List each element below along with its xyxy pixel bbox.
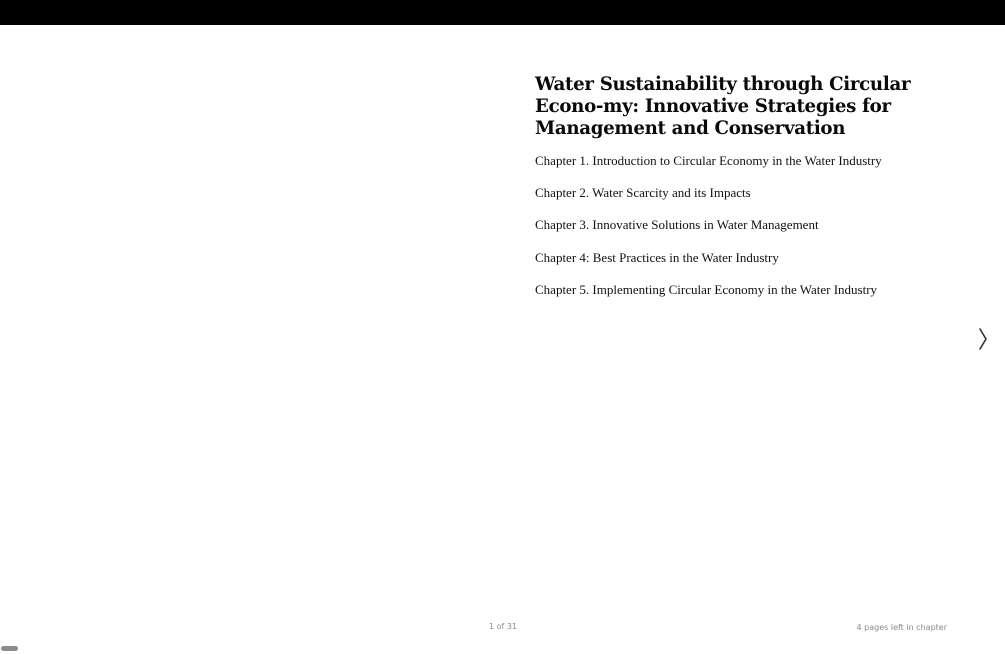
scroll-handle[interactable] <box>1 646 18 651</box>
toc-item-chapter-3[interactable]: Chapter 3. Innovative Solutions in Water Management <box>535 217 819 233</box>
toc-item-chapter-1[interactable]: Chapter 1. Introduction to Circular Economy in the Water Industry <box>535 153 882 168</box>
book-page <box>535 74 955 313</box>
toc-item-chapter-5[interactable]: Chapter 5. Implementing Circular Economy in the Water Industry <box>535 281 878 297</box>
next-page-button[interactable] <box>974 323 992 355</box>
book-title: Water Sustainability through Circular Econo-my: Innovative Strategies for Management and Conservation <box>535 74 911 139</box>
pages-left-in-chapter: 4 pages left in chapter <box>856 623 947 632</box>
page-indicator: 1 of 31 <box>488 622 518 631</box>
toc-item-chapter-2[interactable]: Chapter 2. Water Scarcity and its Impacts <box>535 185 751 201</box>
top-bar <box>0 0 1005 25</box>
toc-item-chapter-4[interactable]: Chapter 4: Best Practices in the Water Industry <box>535 249 779 265</box>
chevron-right-icon <box>974 323 992 355</box>
table-of-contents <box>535 152 955 299</box>
